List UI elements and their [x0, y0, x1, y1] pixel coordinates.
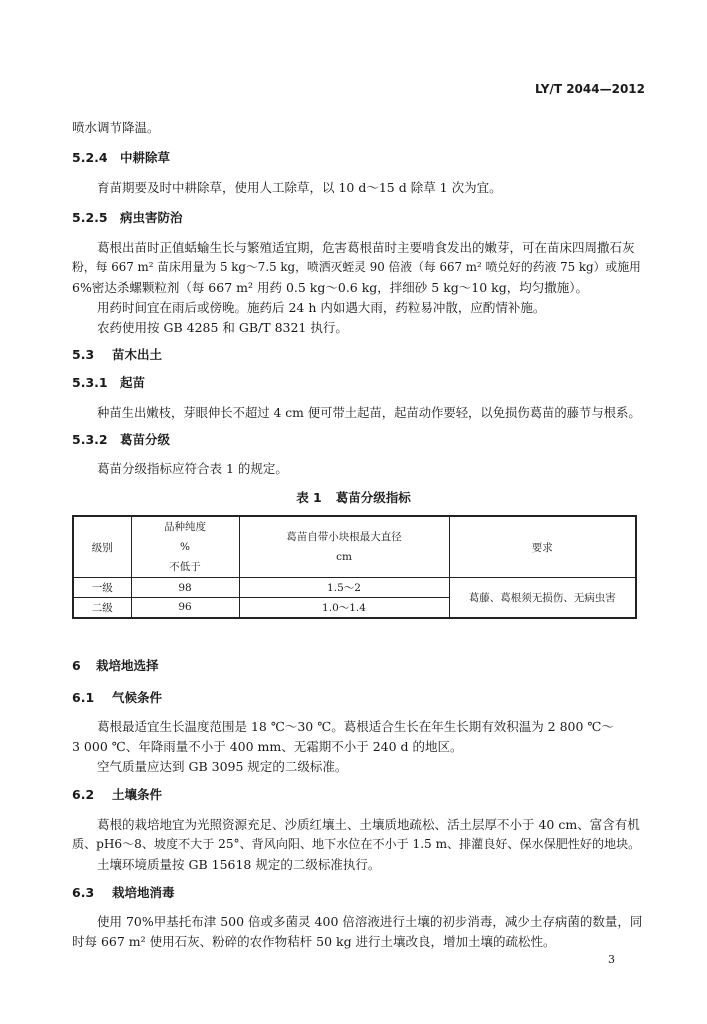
paragraph-line: 6%密达杀螺颗粒剂（每 667 m² 用药 0.5 kg～0.6 kg，拌细砂 5 kg～10 kg，均匀撒施）。	[72, 280, 588, 295]
paragraph-line: 种苗生出嫩枝，芽眼伸长不超过 4 cm 便可带土起苗，起苗动作要轻，以免损伤葛苗的藤节与根系。	[97, 406, 641, 420]
section-6-3-heading	[72, 883, 175, 901]
section-number: 6.1	[72, 690, 95, 705]
paragraph-line: 土壤环境质量按 GB 15618 规定的二级标准执行。	[97, 857, 381, 872]
section-number: 5.2.5	[72, 210, 108, 225]
section-number: 6.2	[72, 787, 95, 802]
header-purity	[131, 516, 239, 578]
section-title: 起苗	[120, 375, 146, 390]
section-number: 6.3	[72, 885, 95, 900]
section-title: 气候条件	[112, 690, 163, 705]
section-5-3-heading	[72, 345, 162, 363]
section-title: 苗木出土	[112, 347, 163, 362]
section-number: 5.3.1	[72, 375, 108, 390]
cell-diameter: 1.5～2	[239, 578, 449, 598]
cell-purity: 96	[131, 598, 239, 618]
section-title: 栽培地选择	[96, 658, 159, 673]
header-grade: 级别	[73, 516, 131, 578]
table-title: 葛苗分级指标	[335, 490, 411, 505]
paragraph-line: 农药使用按 GB 4285 和 GB/T 8321 执行。	[97, 320, 348, 335]
cell-diameter: 1.0～1.4	[239, 598, 449, 618]
cell-purity: 98	[131, 578, 239, 598]
section-5-2-4-heading	[72, 148, 170, 166]
section-6-1-heading	[72, 688, 162, 706]
cell-requirement: 葛藤、葛根须无损伤、无病虫害	[449, 578, 636, 618]
section-5-3-2-heading	[72, 430, 170, 448]
header-line: 不低于	[169, 561, 201, 573]
paragraph-line: 质、pH6～8、坡度不大于 25°、背风向阳、地下水位在不小于 1.5 m、排灌良好、保水保肥性好的地块。	[72, 837, 641, 851]
table-header-row	[73, 516, 636, 578]
section-title: 葛苗分级	[120, 432, 171, 447]
paragraph-line: 葛根出苗时正值蛞蝓生长与繁殖适宜期，危害葛根苗时主要啃食发出的嫩芽，可在苗床四周撒石灰	[97, 240, 635, 255]
paragraph-line: 用药时间宜在雨后或傍晚。施药后 24 h 内如遇大雨，药粒易冲散，应酌情补施。	[97, 300, 546, 315]
section-title: 土壤条件	[112, 787, 163, 802]
paragraph-line: 时每 667 m² 使用石灰、粉碎的农作物秸杆 50 kg 进行土壤改良，增加土壤的疏松性。	[72, 934, 556, 949]
section-6-2-heading	[72, 785, 162, 803]
section-title: 病虫害防治	[120, 210, 183, 225]
table-number: 表 1	[296, 490, 322, 505]
paragraph-line: 葛根最适宜生长温度范围是 18 ℃～30 ℃。葛根适合生长在年生长期有效积温为 2 800 ℃～	[97, 719, 614, 734]
grading-table	[72, 515, 637, 619]
header-line: 葛苗自带小块根最大直径	[286, 531, 402, 543]
header-line: %	[180, 541, 190, 553]
paragraph-line: 使用 70%甲基托布津 500 倍或多菌灵 400 倍溶液进行土壤的初步消毒，减少土存病菌的数量，同	[97, 914, 643, 929]
table-row	[73, 578, 636, 598]
header-line: cm	[336, 551, 352, 563]
header-diameter	[239, 516, 449, 578]
section-number: 5.2.4	[72, 150, 108, 165]
paragraph-line: 粉，每 667 m² 苗床用量为 5 kg～7.5 kg，喷洒灭蛭灵 90 倍液（每 667 m² 喷兑好的药液 75 kg）或施用	[72, 260, 641, 274]
table-caption	[0, 488, 707, 506]
section-number: 5.3	[72, 347, 95, 362]
paragraph-line: 空气质量应达到 GB 3095 规定的二级标准。	[97, 759, 348, 774]
section-number: 6	[72, 658, 81, 673]
paragraph-line: 葛苗分级指标应符合表 1 的规定。	[97, 461, 288, 476]
document-code: LY/T 2044—2012	[534, 82, 645, 96]
header-requirement: 要求	[449, 516, 636, 578]
paragraph-line: 葛根的栽培地宜为光照资源充足、沙质红壤土、土壤质地疏松、活土层厚不小于 40 cm、富含有机	[97, 817, 640, 832]
section-5-2-5-heading	[72, 208, 183, 226]
section-title: 栽培地消毒	[112, 885, 175, 900]
header-line: 品种纯度	[164, 521, 206, 533]
paragraph-line: 育苗期要及时中耕除草，使用人工除草，以 10 d～15 d 除草 1 次为宜。	[97, 180, 502, 195]
section-number: 5.3.2	[72, 432, 108, 447]
page-number: 3	[608, 953, 615, 966]
cell-grade: 二级	[73, 598, 131, 618]
cell-grade: 一级	[73, 578, 131, 598]
section-5-3-1-heading	[72, 373, 145, 391]
section-title: 中耕除草	[120, 150, 171, 165]
continuation-text: 喷水调节降温。	[72, 120, 160, 135]
section-6-heading	[72, 656, 159, 674]
paragraph-line: 3 000 ℃、年降雨量不小于 400 mm、无霜期不小于 240 d 的地区。	[72, 739, 463, 754]
